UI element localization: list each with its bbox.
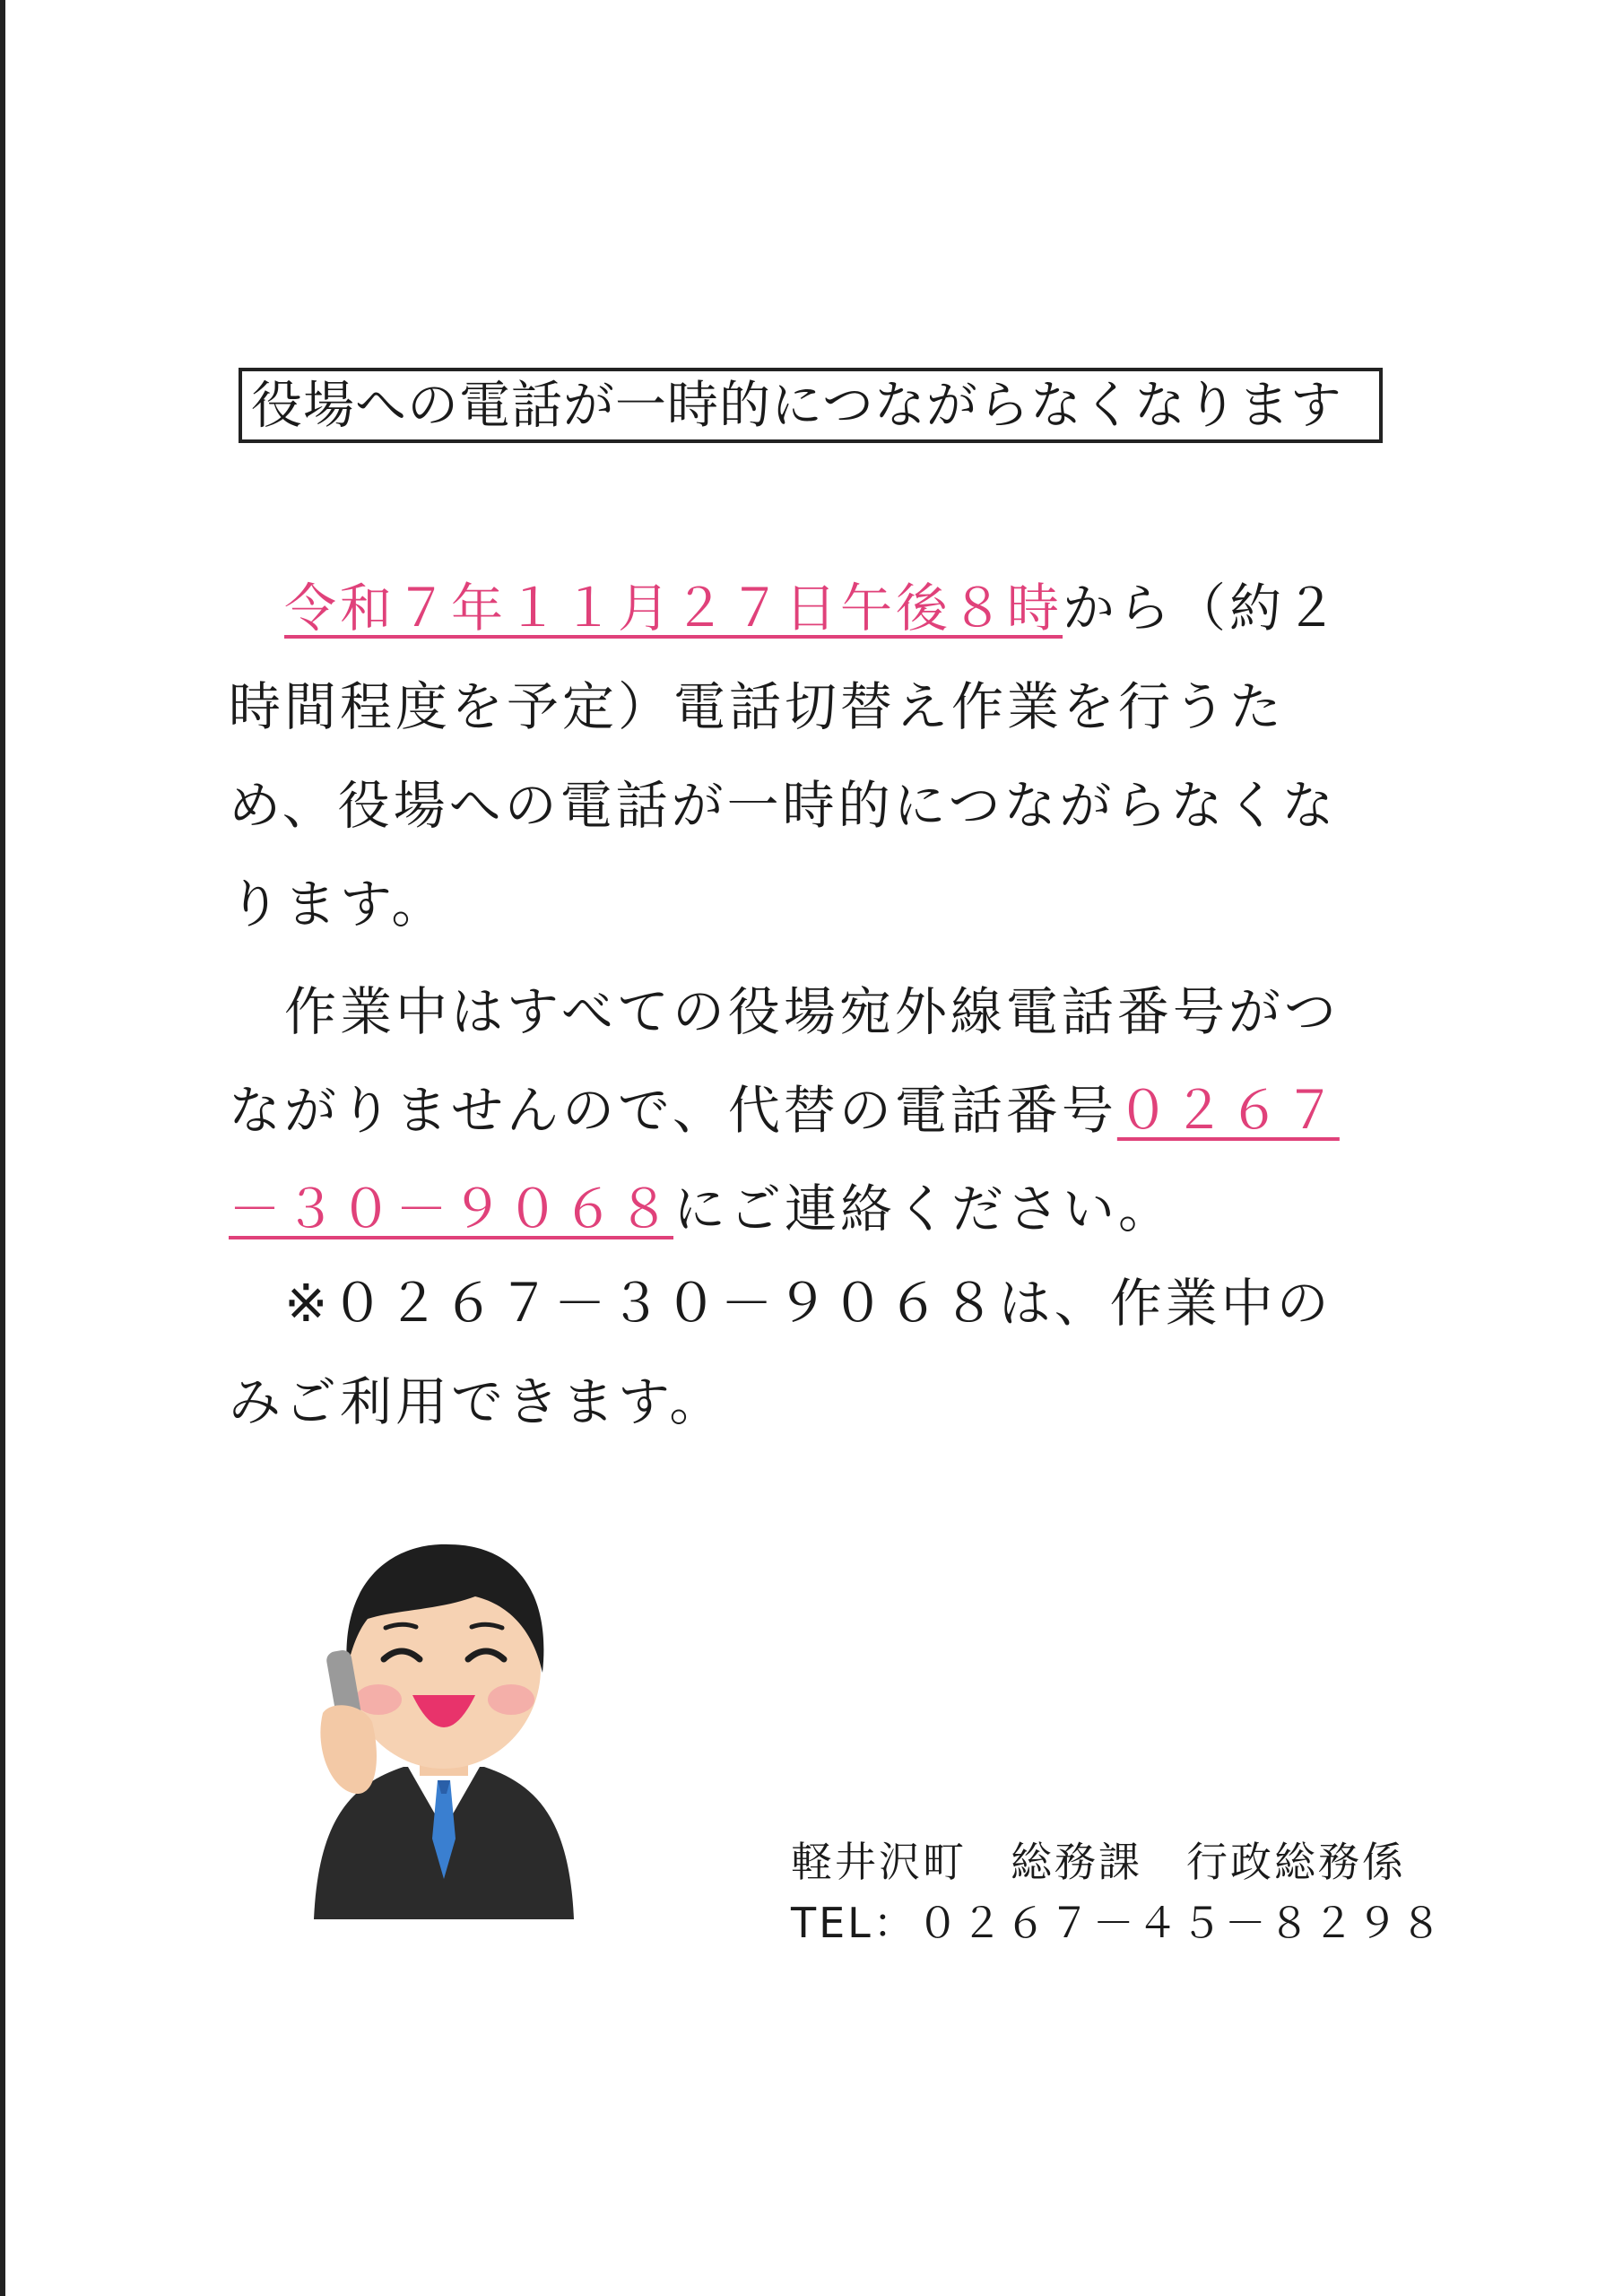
schedule-text: から（約２時間程度を予定）電話切替え作業を行うため、役場への電話が一時的につながらなくなります。 [229, 578, 1341, 935]
hand [320, 1705, 377, 1794]
paragraph-note: ※０２６７－３０－９０６８は、作業中のみご利用できます。 [229, 1273, 1332, 1432]
paragraph-schedule [229, 559, 1385, 953]
contact-footer [791, 1831, 1508, 1953]
department-name: 軽井沢町 総務課 行政総務係 [791, 1838, 1406, 1886]
paragraph-indent [229, 578, 284, 639]
alternate-phone-number: ０２６７－３０－９０６８ [229, 1080, 1340, 1239]
notice-heading: 役場への電話が一時的につながらなくなります [239, 368, 1383, 443]
contact-phone: TEL：０２６７－４５－８２９８ [791, 1899, 1445, 1947]
man-on-phone-illustration [296, 1525, 592, 1919]
paragraph-alternate-number [229, 962, 1385, 1258]
alternate-tail-text: にご連絡ください。 [673, 1178, 1175, 1239]
scan-edge [0, 0, 5, 2296]
alternate-lead-text: 作業中はすべての役場宛外線電話番号がつながりませんので、代替の電話番号 [229, 981, 1340, 1141]
date-time-highlight: 令和７年１１月２７日午後８時 [284, 578, 1063, 639]
